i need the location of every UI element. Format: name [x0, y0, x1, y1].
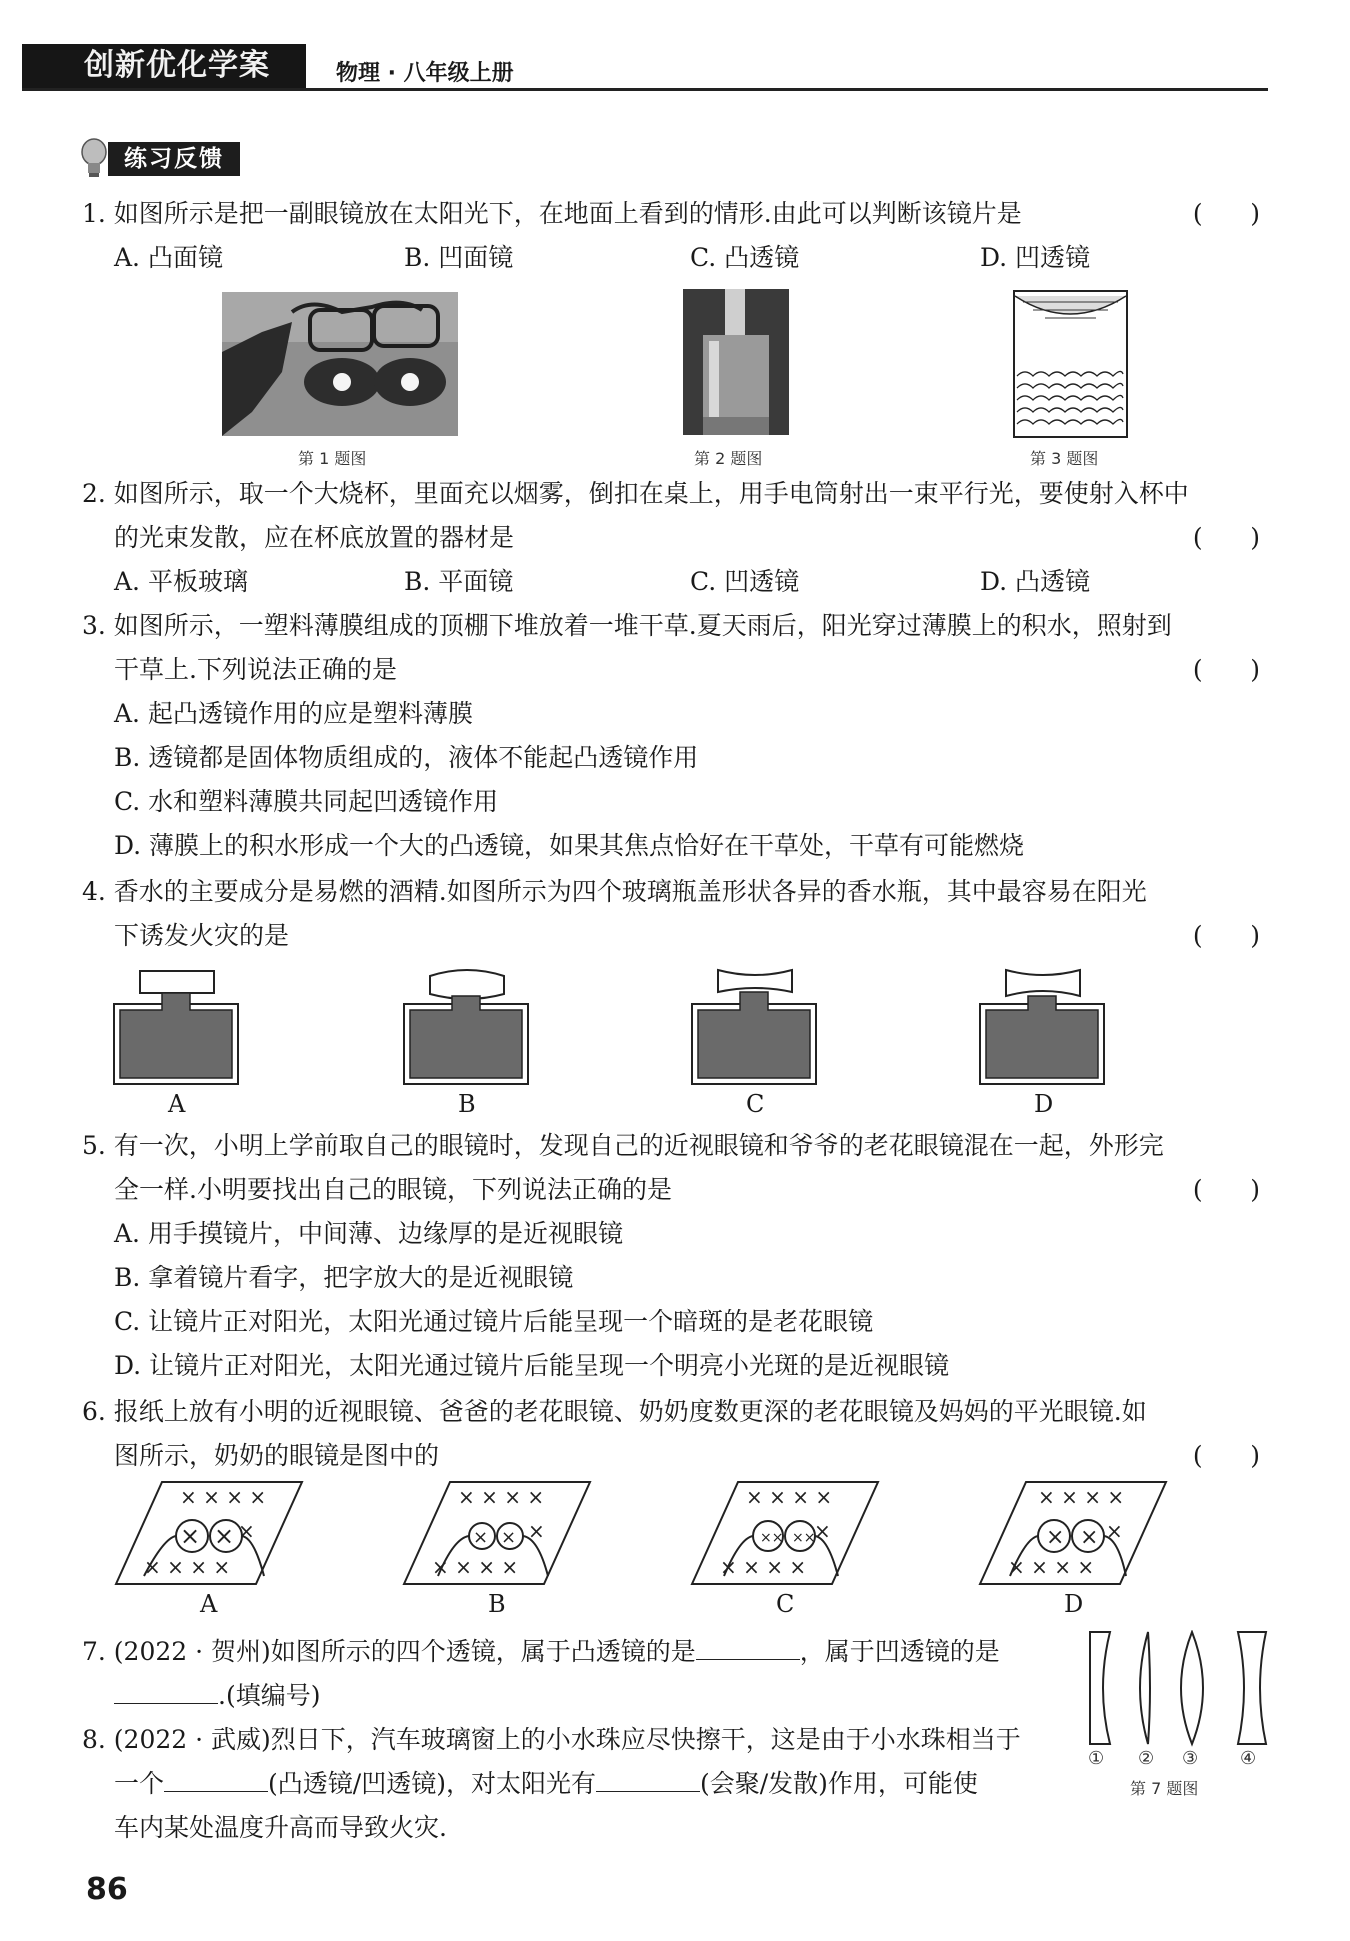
section-title: 练习反馈	[108, 142, 240, 176]
q7-text-c: .(填编号)	[218, 1681, 321, 1710]
svg-text:× × × ×: × × × ×	[144, 1555, 231, 1579]
q6-label-d: D	[1064, 1590, 1084, 1618]
svg-text:× × × ×: × × × ×	[180, 1485, 267, 1509]
perfume-bottle-a	[112, 968, 242, 1086]
svg-text:×: ×	[528, 1519, 545, 1543]
q8-line3: 车内某处温度升高而导致火灾.	[114, 1813, 447, 1842]
q5-option-a: A. 用手摸镜片，中间薄、边缘厚的是近视眼镜	[114, 1219, 623, 1248]
q3-option-d: D. 薄膜上的积水形成一个大的凸透镜，如果其焦点恰好在干草处，干草有可能燃烧	[114, 831, 1025, 860]
q7-text-a: 7. (2022 · 贺州)如图所示的四个透镜，属于凸透镜的是	[82, 1637, 696, 1666]
svg-text:× × × ×: × × × ×	[458, 1485, 545, 1509]
q7-line1	[82, 1636, 1000, 1668]
q6-label-b: B	[488, 1590, 506, 1618]
fig1-caption: 第 1 题图	[298, 449, 367, 468]
q3-bracket: ( )	[1192, 655, 1260, 684]
perfume-bottle-b	[402, 964, 532, 1086]
q3-line2: 干草上.下列说法正确的是	[114, 655, 397, 684]
glasses-on-newspaper-b	[402, 1480, 592, 1586]
svg-text:×: ×	[1106, 1519, 1123, 1543]
q5-line2: 全一样.小明要找出自己的眼镜，下列说法正确的是	[114, 1175, 672, 1204]
header-rule	[22, 88, 1268, 91]
q8-text-c: (凸透镜/凹透镜)，对太阳光有	[268, 1769, 596, 1798]
perfume-bottle-d	[978, 966, 1108, 1086]
q8-text-d: (会聚/发散)作用，可能使	[699, 1769, 978, 1798]
q2-line2: 的光束发散，应在杯底放置的器材是	[114, 523, 515, 552]
q5-option-d: D. 让镜片正对阳光，太阳光通过镜片后能呈现一个明亮小光斑的是近视眼镜	[114, 1351, 950, 1380]
svg-text:× × × ×: × × × ×	[746, 1485, 833, 1509]
svg-text:×: ×	[814, 1519, 831, 1543]
q6-label-a: A	[200, 1590, 218, 1618]
glasses-on-newspaper-d	[978, 1480, 1168, 1586]
svg-text:× × × ×: × × × ×	[432, 1555, 519, 1579]
perfume-bottle-c	[690, 966, 820, 1086]
fig3-caption: 第 3 题图	[1030, 449, 1099, 468]
q6-line1: 6. 报纸上放有小明的近视眼镜、爸爸的老花眼镜、奶奶度数更深的老花眼镜及妈妈的平光眼镜.如	[82, 1397, 1147, 1426]
svg-text:×: ×	[238, 1519, 255, 1543]
q2-option-c: C. 凹透镜	[690, 567, 800, 596]
fig7-caption: 第 7 题图	[1130, 1779, 1199, 1798]
lightbulb-icon	[80, 137, 108, 181]
glasses-photo-figure	[222, 292, 458, 436]
shed-hay-figure	[1013, 290, 1128, 438]
q5-option-c: C. 让镜片正对阳光，太阳光通过镜片后能呈现一个暗斑的是老花眼镜	[114, 1307, 874, 1336]
svg-text:×: ×	[1080, 1525, 1099, 1550]
lens-label-3: ③	[1182, 1748, 1199, 1769]
svg-text:×: ×	[1046, 1525, 1065, 1550]
lens-label-4: ④	[1240, 1748, 1257, 1769]
svg-text:×: ×	[180, 1522, 201, 1550]
q8-lens-blank[interactable]	[164, 1769, 268, 1792]
q3-option-b: B. 透镜都是固体物质组成的，液体不能起凸透镜作用	[114, 743, 699, 772]
q7-concave-blank[interactable]	[114, 1681, 218, 1704]
q1-option-d: D. 凹透镜	[980, 243, 1091, 272]
q7-line2	[114, 1680, 320, 1712]
glasses-on-newspaper-a	[114, 1480, 304, 1586]
four-lenses-figure	[1088, 1630, 1270, 1748]
q8-effect-blank[interactable]	[596, 1769, 700, 1792]
lens-label-1: ①	[1088, 1748, 1105, 1769]
svg-text:×: ×	[501, 1527, 517, 1548]
q1-option-b: B. 凹面镜	[404, 243, 514, 272]
q2-option-a: A. 平板玻璃	[114, 567, 248, 596]
q1-bracket: ( )	[1192, 199, 1260, 228]
q8-line2	[114, 1768, 978, 1800]
q8-text-b: 一个	[114, 1769, 165, 1798]
q2-option-d: D. 凸透镜	[980, 567, 1091, 596]
beaker-photo-figure	[683, 289, 789, 435]
q1-option-a: A. 凸面镜	[114, 243, 223, 272]
q5-option-b: B. 拿着镜片看字，把字放大的是近视眼镜	[114, 1263, 574, 1292]
q4-bracket: ( )	[1192, 921, 1260, 950]
svg-text:× × × ×: × × × ×	[1008, 1555, 1095, 1579]
q3-option-c: C. 水和塑料薄膜共同起凹透镜作用	[114, 787, 499, 816]
q3-option-a: A. 起凸透镜作用的应是塑料薄膜	[114, 699, 473, 728]
q5-line1: 5. 有一次，小明上学前取自己的眼镜时，发现自己的近视眼镜和爷爷的老花眼镜混在一起，外形完	[82, 1131, 1164, 1160]
q8-line1: 8. (2022 · 武威)烈日下，汽车玻璃窗上的小水珠应尽快擦干，这是由于小水珠相当于	[82, 1725, 1021, 1754]
q2-line1: 2. 如图所示，取一个大烧杯，里面充以烟雾，倒扣在桌上，用手电筒射出一束平行光，要使射入杯中	[82, 479, 1189, 508]
q5-bracket: ( )	[1192, 1175, 1260, 1204]
fig2-caption: 第 2 题图	[694, 449, 763, 468]
q2-bracket: ( )	[1192, 523, 1260, 552]
lens-label-2: ②	[1138, 1748, 1155, 1769]
q4-label-d: D	[1034, 1090, 1054, 1118]
brand-title: 创新优化学案	[84, 48, 270, 83]
book-subtitle: 物理 · 八年级上册	[336, 61, 514, 86]
q3-line1: 3. 如图所示，一塑料薄膜组成的顶棚下堆放着一堆干草.夏天雨后，阳光穿过薄膜上的积水，照射到	[82, 611, 1172, 640]
svg-text:× × × ×: × × × ×	[720, 1555, 807, 1579]
q4-label-a: A	[168, 1090, 186, 1118]
q4-line1: 4. 香水的主要成分是易燃的酒精.如图所示为四个玻璃瓶盖形状各异的香水瓶，其中最容易在阳光	[82, 877, 1147, 906]
q1-stem: 1. 如图所示是把一副眼镜放在太阳光下，在地面上看到的情形.由此可以判断该镜片是	[82, 199, 1022, 228]
q7-text-b: ，属于凹透镜的是	[799, 1637, 1000, 1666]
svg-text:××: ××	[792, 1530, 816, 1546]
q4-line2: 下诱发火灾的是	[114, 921, 290, 950]
svg-text:× × × ×: × × × ×	[1038, 1485, 1125, 1509]
q1-option-c: C. 凸透镜	[690, 243, 800, 272]
q4-label-c: C	[746, 1090, 765, 1118]
q6-label-c: C	[776, 1590, 795, 1618]
q7-convex-blank[interactable]	[696, 1637, 800, 1660]
q6-bracket: ( )	[1192, 1441, 1260, 1470]
svg-text:×: ×	[214, 1522, 235, 1550]
page-number: 86	[86, 1872, 128, 1907]
q2-option-b: B. 平面镜	[404, 567, 514, 596]
svg-text:××: ××	[760, 1530, 784, 1546]
glasses-on-newspaper-c	[690, 1480, 880, 1586]
q4-label-b: B	[458, 1090, 476, 1118]
q6-line2: 图所示，奶奶的眼镜是图中的	[114, 1441, 440, 1470]
svg-text:×: ×	[473, 1527, 489, 1548]
